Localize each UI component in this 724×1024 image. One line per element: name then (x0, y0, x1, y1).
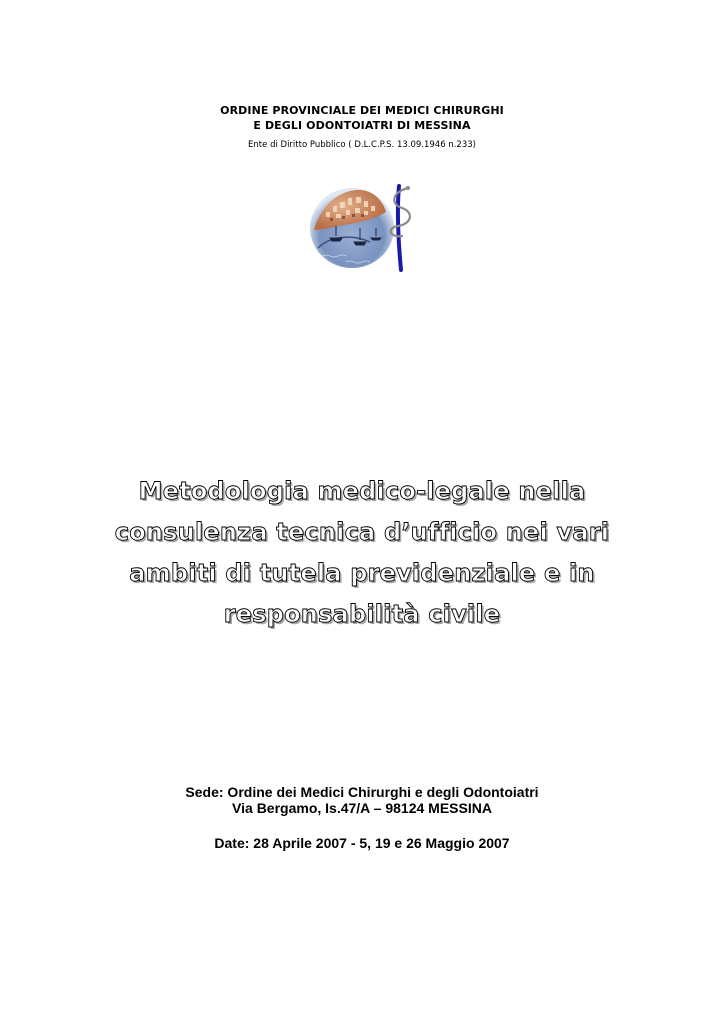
venue-address: Via Bergamo, Is.47/A – 98124 MESSINA (232, 800, 492, 816)
legal-status-subtitle: Ente di Diritto Pubblico ( D.L.C.P.S. 13.09.1946 n.233) (248, 140, 476, 150)
title-line-3: ambiti di tutela previdenziale e in (129, 559, 595, 587)
title-line-2: consulenza tecnica d’ufficio nei vari (114, 518, 610, 546)
document-title (60, 471, 664, 635)
title-line-1: Metodologia medico-legale nella (138, 477, 586, 505)
document-header (0, 103, 724, 151)
title-line-4: responsabilità civile (223, 600, 501, 628)
organization-name-line-1: ORDINE PROVINCIALE DEI MEDICI CHIRURGHI (220, 104, 504, 117)
city-harbor-caduceus-emblem-icon (306, 178, 418, 274)
event-dates: Date: 28 Aprile 2007 - 5, 19 e 26 Maggio 2007 (214, 835, 510, 851)
organization-name-line-2: E DEGLI ODONTOIATRI DI MESSINA (253, 119, 471, 132)
event-details (0, 784, 724, 851)
venue-line-1: Sede: Ordine dei Medici Chirurghi e degli Odontoiatri (185, 784, 539, 800)
